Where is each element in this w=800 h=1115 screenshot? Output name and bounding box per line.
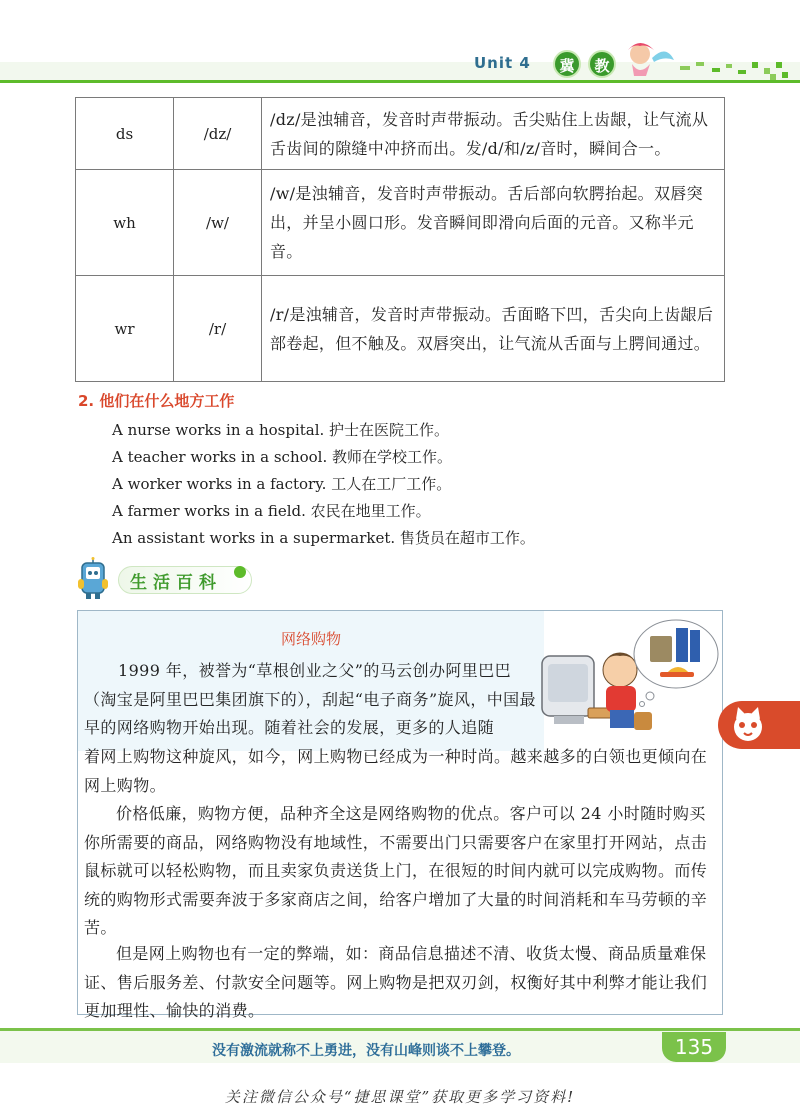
- life-banner-title: 生活百科: [130, 573, 222, 593]
- dot-icon: [230, 562, 250, 582]
- sentence-item: A nurse works in a hospital. 护士在医院工作。: [112, 421, 450, 439]
- description-cell: /r/是浊辅音，发音时声带振动。舌面略下凹，舌尖向上齿龈后部卷起，但不触及。双唇突出，让气流从舌面与上腭间通过。: [262, 276, 725, 382]
- table-row: [76, 98, 725, 170]
- sentence-item: A worker works in a factory. 工人在工厂工作。: [112, 475, 452, 493]
- badge-jiao: 教: [588, 50, 616, 78]
- article-paragraph-1-bottom: 着网上购物这种旋风，如今，网上购物已经成为一种时尚。越来越多的白领也更倾向在网上购物。: [84, 747, 708, 795]
- fairy-decoration-icon: [620, 40, 790, 80]
- letters-cell: ds: [76, 98, 174, 170]
- unit-label: Unit 4: [474, 54, 531, 72]
- article-paragraph-1-top: 1999 年，被誉为“草根创业之父”的马云创办阿里巴巴（淘宝是阿里巴巴集团旗下的），刮起“电子商务”旋风，中国最早的网络购物开始出现。随着社会的发展，更多的人追随: [84, 661, 536, 737]
- article-title: 网络购物: [280, 630, 341, 648]
- phonetic-cell: /dz/: [174, 98, 262, 170]
- phonetic-cell: /w/: [174, 170, 262, 276]
- description-cell: /w/是浊辅音，发音时声带振动。舌后部向软腭抬起。双唇突出，并呈小圆口形。发音瞬间即滑向后面的元音。又称半元音。: [262, 170, 725, 276]
- footer-note: 关注微信公众号“捷思课堂”获取更多学习资料!: [224, 1088, 576, 1106]
- badge-ji: 冀: [553, 50, 581, 78]
- sentence-item: A teacher works in a school. 教师在学校工作。: [112, 448, 453, 466]
- robot-phone-icon: [74, 557, 114, 601]
- table-row: [76, 170, 725, 276]
- cat-mascot-icon: [728, 705, 768, 745]
- sentence-item: An assistant works in a supermarket. 售货员在超市工作。: [112, 529, 535, 547]
- online-shopping-illustration: [538, 612, 720, 742]
- sentence-item: A farmer works in a field. 农民在地里工作。: [112, 502, 431, 520]
- article-paragraph-2: 价格低廉，购物方便，品种齐全这是网络购物的优点。客户可以 24 小时随时购买你所需要的商品，网络购物没有地域性，不需要出门只需要客户在家里打开网站，点击鼠标就可以轻松购物，而且卖家负责送货上门，在很短的时间内就可以完成购物。而传统的购物形式需要奔波于多家商店之间，给客户增加了大量的时间消耗和车马劳顿的辛苦。: [84, 804, 708, 937]
- phonics-table: [75, 97, 725, 382]
- letters-cell: wr: [76, 276, 174, 382]
- description-cell: /dz/是浊辅音，发音时声带振动。舌尖贴住上齿龈，让气流从舌齿间的隙缝中冲挤而出。发/d/和/z/音时，瞬间合一。: [262, 98, 725, 170]
- page-number: 135: [662, 1032, 726, 1062]
- header-line: [0, 80, 800, 83]
- letters-cell: wh: [76, 170, 174, 276]
- table-row: [76, 276, 725, 382]
- footer-motto: 没有激流就称不上勇进，没有山峰则谈不上攀登。: [212, 1043, 520, 1059]
- section-title: 2. 他们在什么地方工作: [78, 392, 235, 410]
- phonetic-cell: /r/: [174, 276, 262, 382]
- article-paragraph-3: 但是网上购物也有一定的弊端，如：商品信息描述不清、收货太慢、商品质量难保证、售后服务差、付款安全问题等。网上购物是把双刃剑，权衡好其中利弊才能让我们更加理性、愉快的消费。: [84, 944, 708, 1020]
